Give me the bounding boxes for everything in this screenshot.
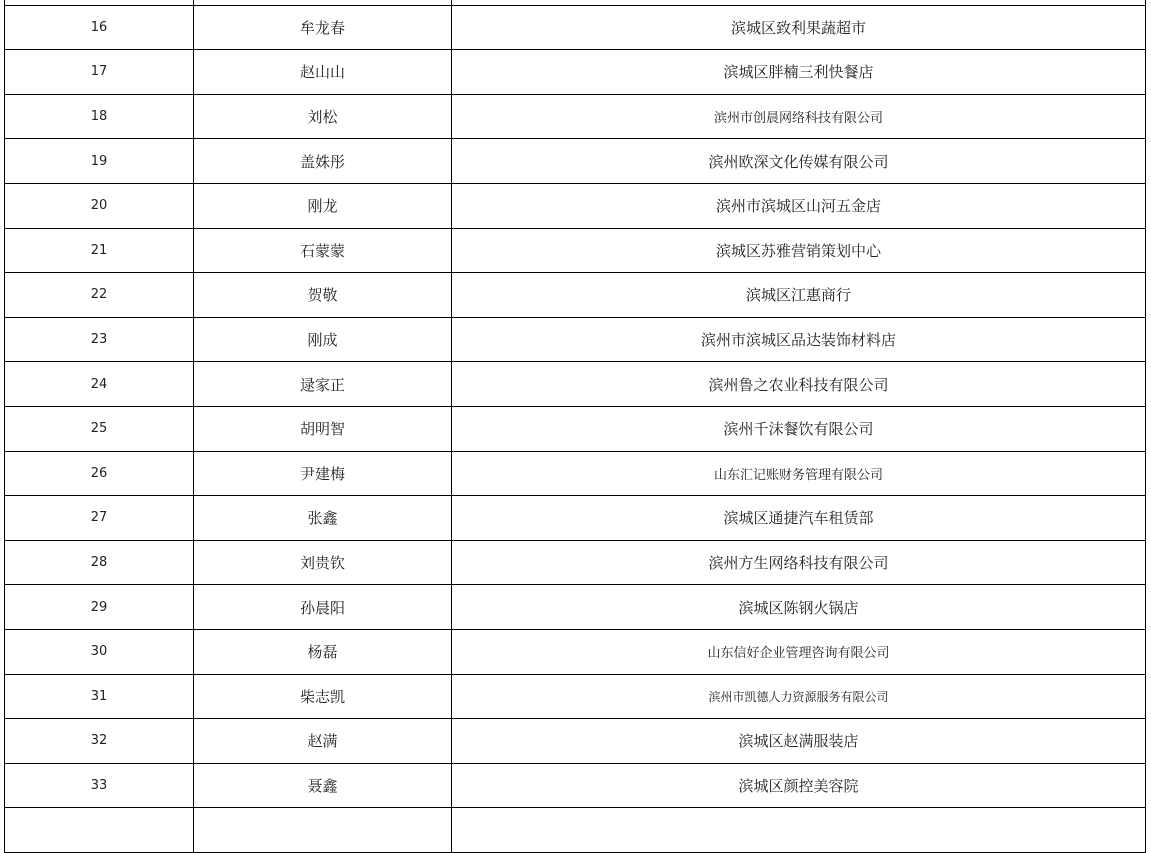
- row-number: 27: [5, 496, 194, 541]
- row-number: 25: [5, 406, 194, 451]
- company-name: 滨城区苏雅营销策划中心: [452, 228, 1146, 273]
- table-row: [5, 94, 1146, 139]
- person-name: 盖姝彤: [194, 139, 452, 184]
- person-name: 赵山山: [194, 50, 452, 95]
- person-name: 柴志凯: [194, 674, 452, 719]
- person-name: 牟龙春: [194, 5, 452, 50]
- table-row: [5, 540, 1146, 585]
- company-name: 滨城区颜控美容院: [452, 763, 1146, 808]
- table-row: [5, 183, 1146, 228]
- row-number: 18: [5, 94, 194, 139]
- company-name: 滨城区陈钢火锅店: [452, 585, 1146, 630]
- table-row: [5, 629, 1146, 674]
- company-name: 滨州市创晨网络科技有限公司: [452, 94, 1146, 139]
- row-number: 23: [5, 317, 194, 362]
- person-name: 贺敬: [194, 273, 452, 318]
- table-row: [5, 763, 1146, 808]
- company-name: 滨州市滨城区品达装饰材料店: [452, 317, 1146, 362]
- person-name: 赵满: [194, 719, 452, 764]
- row-number: 20: [5, 183, 194, 228]
- row-number: 32: [5, 719, 194, 764]
- company-name: 山东信好企业管理咨询有限公司: [452, 629, 1146, 674]
- row-number: 21: [5, 228, 194, 273]
- person-name: 孙晨阳: [194, 585, 452, 630]
- table-row: [5, 585, 1146, 630]
- row-number: 30: [5, 629, 194, 674]
- person-name: 张鑫: [194, 496, 452, 541]
- company-name: 滨城区胖楠三利快餐店: [452, 50, 1146, 95]
- company-name: 滨州鲁之农业科技有限公司: [452, 362, 1146, 407]
- person-name: 刘松: [194, 94, 452, 139]
- company-name: 滨城区江惠商行: [452, 273, 1146, 318]
- table-row: [5, 362, 1146, 407]
- person-name: 逯家正: [194, 362, 452, 407]
- company-name: 滨州市滨城区山河五金店: [452, 183, 1146, 228]
- row-number: 33: [5, 763, 194, 808]
- person-name: 聂鑫: [194, 763, 452, 808]
- table-row: [5, 50, 1146, 95]
- person-name: 刘贵钦: [194, 540, 452, 585]
- person-name: 尹建梅: [194, 451, 452, 496]
- person-name: 杨磊: [194, 629, 452, 674]
- table-row: [5, 139, 1146, 184]
- table-container: [4, 0, 1145, 853]
- company-list-table: [4, 0, 1146, 853]
- row-number: 17: [5, 50, 194, 95]
- person-name: 胡明智: [194, 406, 452, 451]
- row-number: 31: [5, 674, 194, 719]
- company-name: 滨州欧深文化传媒有限公司: [452, 139, 1146, 184]
- table-row: [5, 674, 1146, 719]
- row-number: 24: [5, 362, 194, 407]
- table-row: [5, 406, 1146, 451]
- person-name: 刚龙: [194, 183, 452, 228]
- table-row: [5, 451, 1146, 496]
- company-name: 滨州方生网络科技有限公司: [452, 540, 1146, 585]
- row-number: 16: [5, 5, 194, 50]
- person-name: [194, 808, 452, 853]
- table-row: [5, 719, 1146, 764]
- row-number: 28: [5, 540, 194, 585]
- person-name: 石蒙蒙: [194, 228, 452, 273]
- company-name: 滨城区赵满服装店: [452, 719, 1146, 764]
- table-row: [5, 273, 1146, 318]
- row-number: 26: [5, 451, 194, 496]
- table-row: [5, 317, 1146, 362]
- company-name: 滨州千沫餐饮有限公司: [452, 406, 1146, 451]
- row-number: 29: [5, 585, 194, 630]
- person-name: 刚成: [194, 317, 452, 362]
- table-row: [5, 228, 1146, 273]
- company-name: 山东汇记账财务管理有限公司: [452, 451, 1146, 496]
- row-number: [5, 808, 194, 853]
- company-name: 滨州市凯德人力资源服务有限公司: [452, 674, 1146, 719]
- row-number: 22: [5, 273, 194, 318]
- company-name: [452, 808, 1146, 853]
- table-row: [5, 808, 1146, 853]
- company-name: 滨城区通捷汽车租赁部: [452, 496, 1146, 541]
- row-number: 19: [5, 139, 194, 184]
- table-row: [5, 5, 1146, 50]
- company-name: 滨城区致利果蔬超市: [452, 5, 1146, 50]
- table-row: [5, 496, 1146, 541]
